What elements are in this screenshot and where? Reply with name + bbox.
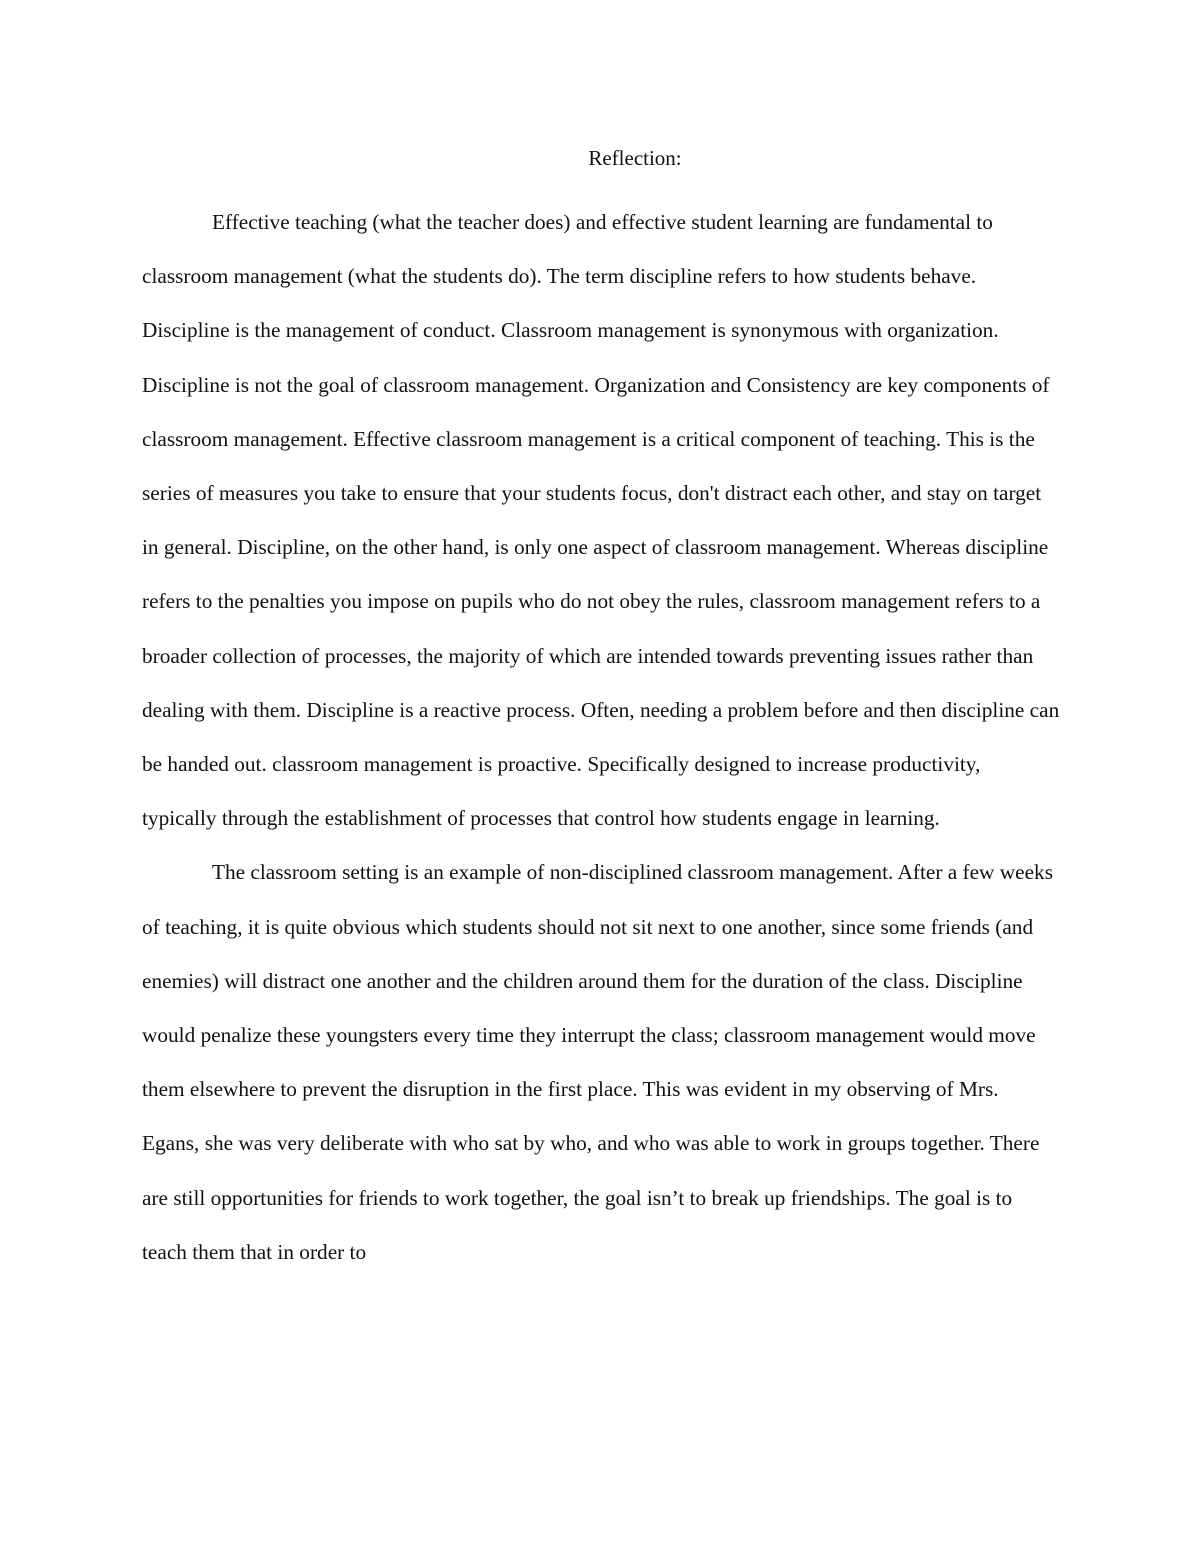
paragraph-1: Effective teaching (what the teacher does) and effective student learning are fundamental to classroom management (what the students do). The term discipline refers to how students behave. Discipline is the management of conduct. Classroom management is synonymous with organization. Discipline is not the goal of classroom management. Organization and Consistency are key components of classroom management. Effective classroom management is a critical component of teaching. This is the series of measures you take to ensure that your students focus, don't distract each other, and stay on target in general. Discipline, on the other hand, is only one aspect of classroom management. Whereas discipline refers to the penalties you impose on pupils who do not obey the rules, classroom management refers to a broader collection of processes, the majority of which are intended towards preventing issues rather than dealing with them. Discipline is a reactive process. Often, needing a problem before and then discipline can be handed out. classroom management is proactive. Specifically designed to increase productivity, typically through the establishment of processes that control how students engage in learning. [142,210,1060,831]
document-body [142,195,1060,1279]
paragraph-2: The classroom setting is an example of non-disciplined classroom management. After a few weeks of teaching, it is quite obvious which students should not sit next to one another, since some friends (and enemies) will distract one another and the children around them for the duration of the class. Discipline would penalize these youngsters every time they interrupt the class; classroom management would move them elsewhere to prevent the disruption in the first place. This was evident in my observing of Mrs. Egans, she was very deliberate with who sat by who, and who was able to work in groups together. There are still opportunities for friends to work together, the goal isn’t to break up friendships. The goal is to teach them that in order to [142,860,1053,1264]
document-title: Reflection: [588,146,682,170]
